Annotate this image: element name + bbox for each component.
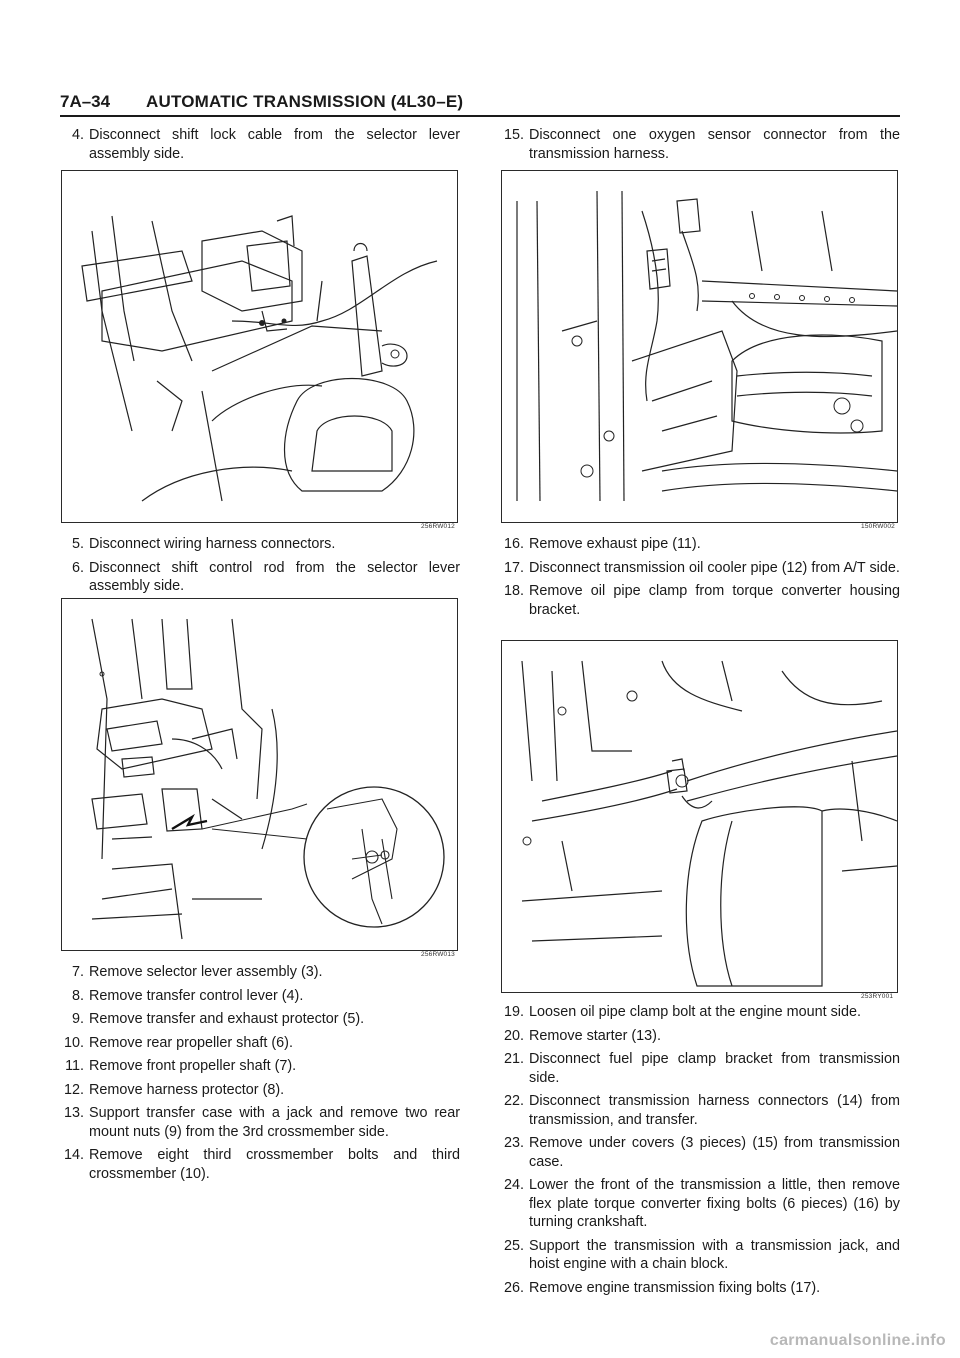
step-text: Remove eight third crossmember bolts and third crossmember (10). [89,1147,460,1182]
step-number: 25. [503,1237,524,1254]
step-number: 15. [503,127,524,143]
step-text: Remove engine transmission fixing bolts (17). [529,1279,821,1296]
right-steps-a [500,126,900,168]
step-item [500,1092,900,1129]
step-text: Remove transfer and exhaust protector (5). [89,1011,365,1027]
step-number: 16. [503,536,524,552]
header-rule [60,115,900,117]
step-text: Disconnect shift control rod from the selector lever assembly side. [89,559,460,594]
step-text: Disconnect one oxygen sensor connector from the transmission harness. [529,127,900,162]
watermark-logo[interactable]: carmanualsonline.info [769,1332,946,1349]
page-number: 7A–34 [60,92,111,111]
figure-oxygen-sensor-connector [501,170,898,523]
right-steps-c [500,1003,900,1302]
step-text: Remove harness protector (8). [89,1081,285,1098]
step-item [60,1057,460,1076]
step-text: Remove starter (13). [529,1027,661,1044]
step-number: 24. [503,1177,524,1193]
step-item [500,1176,900,1232]
oxygen-sensor-illustration [502,171,897,522]
step-item [60,1010,460,1029]
step-number: 7. [71,964,84,980]
right-steps-b [500,535,900,624]
step-text: Remove rear propeller shaft (6). [89,1034,293,1051]
step-number: 12. [63,1081,84,1098]
oil-pipe-clamp-illustration [502,641,897,992]
figure-oil-pipe-clamp [501,640,898,993]
step-item [500,559,900,578]
step-number: 17. [503,559,524,576]
figure-code: 256RW012 [421,523,456,530]
left-steps-b [60,535,460,601]
step-item [60,1081,460,1100]
figure-code: 253RY001 [861,993,894,1000]
step-text: Disconnect fuel pipe clamp bracket from transmission side. [529,1051,900,1086]
step-text: Loosen oil pipe clamp bolt at the engine mount side. [529,1004,862,1020]
step-item [500,1003,900,1022]
step-item [500,126,900,163]
step-item [60,1104,460,1141]
step-text: Disconnect wiring harness connectors. [89,536,336,552]
step-number: 13. [63,1105,84,1121]
step-item [60,535,460,554]
step-item [60,559,460,596]
figure-shift-control-rod [61,598,458,951]
step-text: Disconnect transmission harness connectors (14) from transmission, and transfer. [529,1093,900,1128]
shift-control-rod-illustration [62,599,457,950]
step-number: 21. [503,1051,524,1067]
step-item [60,1146,460,1183]
step-item [60,987,460,1006]
step-item [500,1050,900,1087]
step-text: Disconnect transmission oil cooler pipe (12) from A/T side. [529,559,900,576]
step-number: 9. [71,1011,84,1027]
step-number: 18. [503,583,524,599]
step-number: 19. [503,1004,524,1020]
figure-shift-lock-cable [61,170,458,523]
page-title: AUTOMATIC TRANSMISSION (4L30–E) [146,92,464,111]
step-item [60,963,460,982]
step-number: 6. [71,559,84,576]
step-item [60,126,460,163]
figure-code: 150RW002 [861,523,896,530]
page-header [60,92,900,114]
step-number: 20. [503,1027,524,1044]
step-item [500,582,900,619]
step-text: Support the transmission with a transmission jack, and hoist engine with a chain block. [529,1237,900,1272]
step-item [500,1027,900,1046]
step-item [500,1279,900,1298]
step-item [60,1034,460,1053]
step-item [500,1237,900,1274]
step-number: 26. [503,1279,524,1296]
left-steps-a [60,126,460,168]
step-text: Remove oil pipe clamp from torque converter housing bracket. [529,583,900,618]
step-text: Disconnect shift lock cable from the selector lever assembly side. [89,127,460,162]
step-number: 4. [71,127,84,143]
shift-lock-cable-illustration [62,171,457,522]
step-number: 5. [71,536,84,552]
step-text: Lower the front of the transmission a little, then remove flex plate torque converter fixing bolts (6 pieces) (16) by turning crankshaft. [529,1177,900,1230]
step-number: 14. [63,1147,84,1163]
step-number: 10. [63,1034,84,1051]
step-text: Remove under covers (3 pieces) (15) from transmission case. [529,1135,900,1170]
left-steps-c [60,963,460,1188]
step-text: Support transfer case with a jack and remove two rear mount nuts (9) from the 3rd crossmember side. [89,1105,460,1140]
step-number: 8. [71,987,84,1004]
step-number: 23. [503,1135,524,1151]
step-text: Remove transfer control lever (4). [89,987,304,1004]
step-item [500,1134,900,1171]
step-item [500,535,900,554]
figure-code: 256RW013 [421,951,456,958]
step-text: Remove exhaust pipe (11). [529,536,701,552]
step-number: 22. [503,1093,524,1109]
step-text: Remove front propeller shaft (7). [89,1058,297,1074]
step-number: 11. [65,1058,84,1074]
step-text: Remove selector lever assembly (3). [89,964,323,980]
